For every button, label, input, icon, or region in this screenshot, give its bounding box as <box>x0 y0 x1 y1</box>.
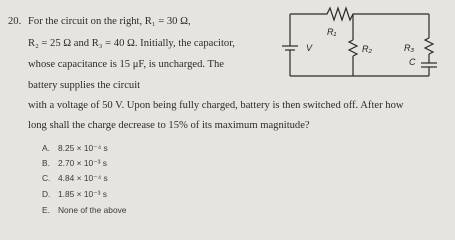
option-text: None of the above <box>58 205 127 215</box>
question-line-3: whose capacitance is 15 μF, is uncharged. The <box>28 59 224 70</box>
r1-resistor <box>290 8 429 20</box>
r2-resistor <box>349 40 357 56</box>
question-line-4: battery supplies the circuit <box>28 80 141 91</box>
question-line-1: For the circuit on the right, R₁ = 30 Ω, <box>28 16 191 27</box>
circuit-diagram <box>273 2 445 78</box>
option-letter: C. <box>42 173 51 183</box>
battery-label: V <box>306 43 313 53</box>
question-line-5: with a voltage of 50 V. Upon being fully charged, battery is then switched off. After how <box>28 100 404 111</box>
option-letter: D. <box>42 189 51 199</box>
r3-label: R₃ <box>404 43 415 53</box>
option-text: 4.84 × 10⁻⁴ s <box>58 173 108 183</box>
option-letter: A. <box>42 143 50 153</box>
r1-label: R₁ <box>327 27 337 37</box>
question-number: 20. <box>8 16 22 27</box>
r2-label: R₂ <box>362 44 372 54</box>
question-line-2: R₂ = 25 Ω and R₃ = 40 Ω. Initially, the capacitor, <box>28 38 235 49</box>
option-text: 1.85 × 10⁻³ s <box>58 189 107 199</box>
option-text: 2.70 × 10⁻³ s <box>58 158 107 168</box>
r3-resistor <box>425 38 433 54</box>
capacitor-label: C <box>409 57 416 67</box>
option-letter: B. <box>42 158 50 168</box>
question-line-6: long shall the charge decrease to 15% of its maximum magnitude? <box>28 120 310 131</box>
option-letter: E. <box>42 205 50 215</box>
option-text: 8.25 × 10⁻⁴ s <box>58 143 108 153</box>
